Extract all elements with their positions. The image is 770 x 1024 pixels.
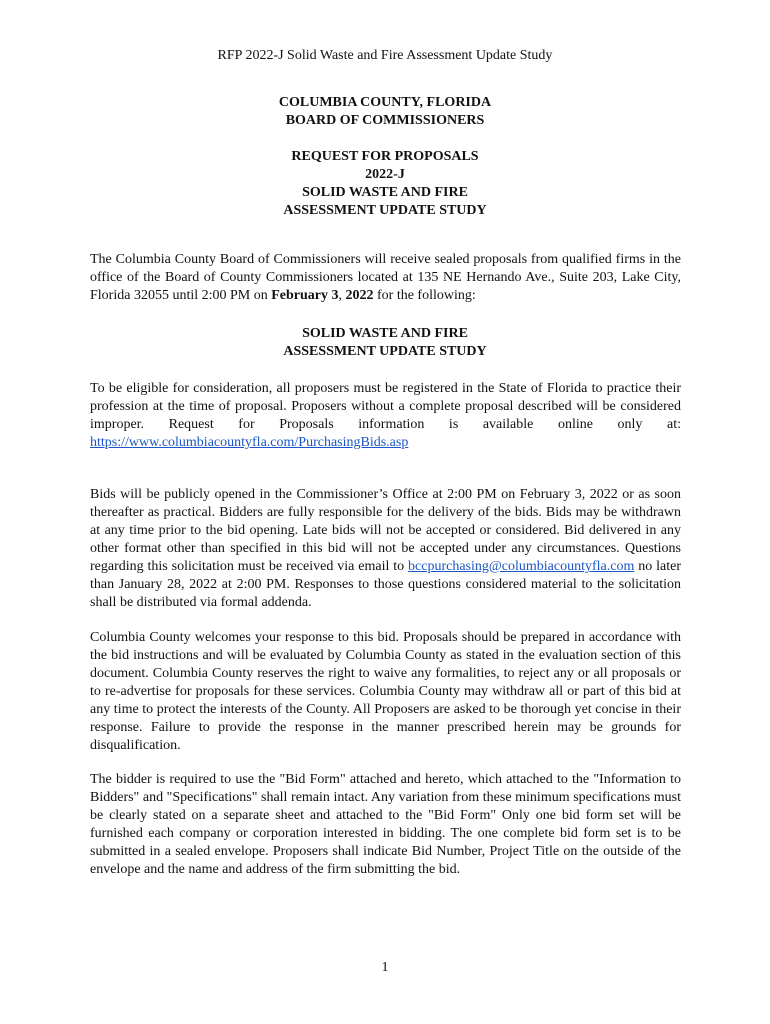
rfp-number: 2022-J [365,167,405,182]
title-block [0,94,770,220]
eligibility-paragraph: To be eligible for consideration, all proposers must be registered in the State of Florida to practice their profession at the time of proposal. Proposers without a complete proposal described will be considered improper. Request for Proposals information is available online only at: https://www.columbiacountyfla.com/PurchasingBids.asp [90,381,681,450]
purchasing-email-link[interactable]: bccpurchasing@columbiacountyfla.com [408,559,635,574]
bid-form-paragraph: The bidder is required to use the "Bid Form" attached and hereto, which attached to the "Information to Bidders" and "Specifications" shall remain intact. Any variation from these minimum specifications must be clearly stated on a separate sheet and attached to the "Bid Form" Only one bid form set will be furnished each company or corporation interested in bidding. The one complete bid form set is to be submitted in a sealed envelope. Proposers shall indicate Bid Number, Project Title on the outside of the envelope and the name and address of the firm submitting the bid. [90,772,681,877]
rfp-heading: REQUEST FOR PROPOSALS [291,149,479,164]
board-name: BOARD OF COMMISSIONERS [285,113,485,128]
bid-opening-paragraph: Bids will be publicly opened in the Commissioner’s Office at 2:00 PM on February 3, 2022 or as soon thereafter as practical. Bidders are fully responsible for the delivery of the bids. Bids may be withdrawn at any time prior to the bid opening. Late bids will not be accepted or considered. Bid delivered in any other format other than specified in this bid will not be accepted under any circumstances. Questions regarding this solicitation must be received via email to bccpurchasing@columbiacountyfla.com no later than January 28, 2022 at 2:00 PM. Responses to those questions considered material to the solicitation shall be distributed via formal addenda. [90,487,681,610]
deadline-date: February 3 [271,288,339,303]
deadline-year: 2022 [345,288,374,303]
intro-paragraph: The Columbia County Board of Commissioners will receive sealed proposals from qualified firms in the office of the Board of County Commissioners located at 135 NE Hernando Ave., Suite 203, Lake City, Florida 32055 until 2:00 PM on February 3, 2022 for the following: [90,252,681,303]
county-name: COLUMBIA COUNTY, FLORIDA [278,95,492,110]
welcome-paragraph: Columbia County welcomes your response to this bid. Proposals should be prepared in accordance with the bid instructions and will be evaluated by Columbia County as stated in the evaluation section of this document. Columbia County reserves the right to waive any formalities, to reject any or all proposals or to re-advertise for proposals for these services. Columbia County may withdraw all or part of this bid at any time to protect the interests of the County. All Proposers are asked to be thorough yet concise in their response. Failure to provide the response in the manner prescribed herein may be grounds for disqualification. [90,630,681,753]
page-number: 1 [381,960,389,975]
purchasing-bids-link[interactable]: https://www.columbiacountyfla.com/PurchasingBids.asp [90,435,409,450]
subtitle-block: SOLID WASTE AND FIRE ASSESSMENT UPDATE STUDY [283,326,487,359]
rfp-title-line1: SOLID WASTE AND FIRE [302,185,468,200]
page-header: RFP 2022-J Solid Waste and Fire Assessment Update Study [217,48,553,63]
rfp-title-line2: ASSESSMENT UPDATE STUDY [283,203,487,218]
